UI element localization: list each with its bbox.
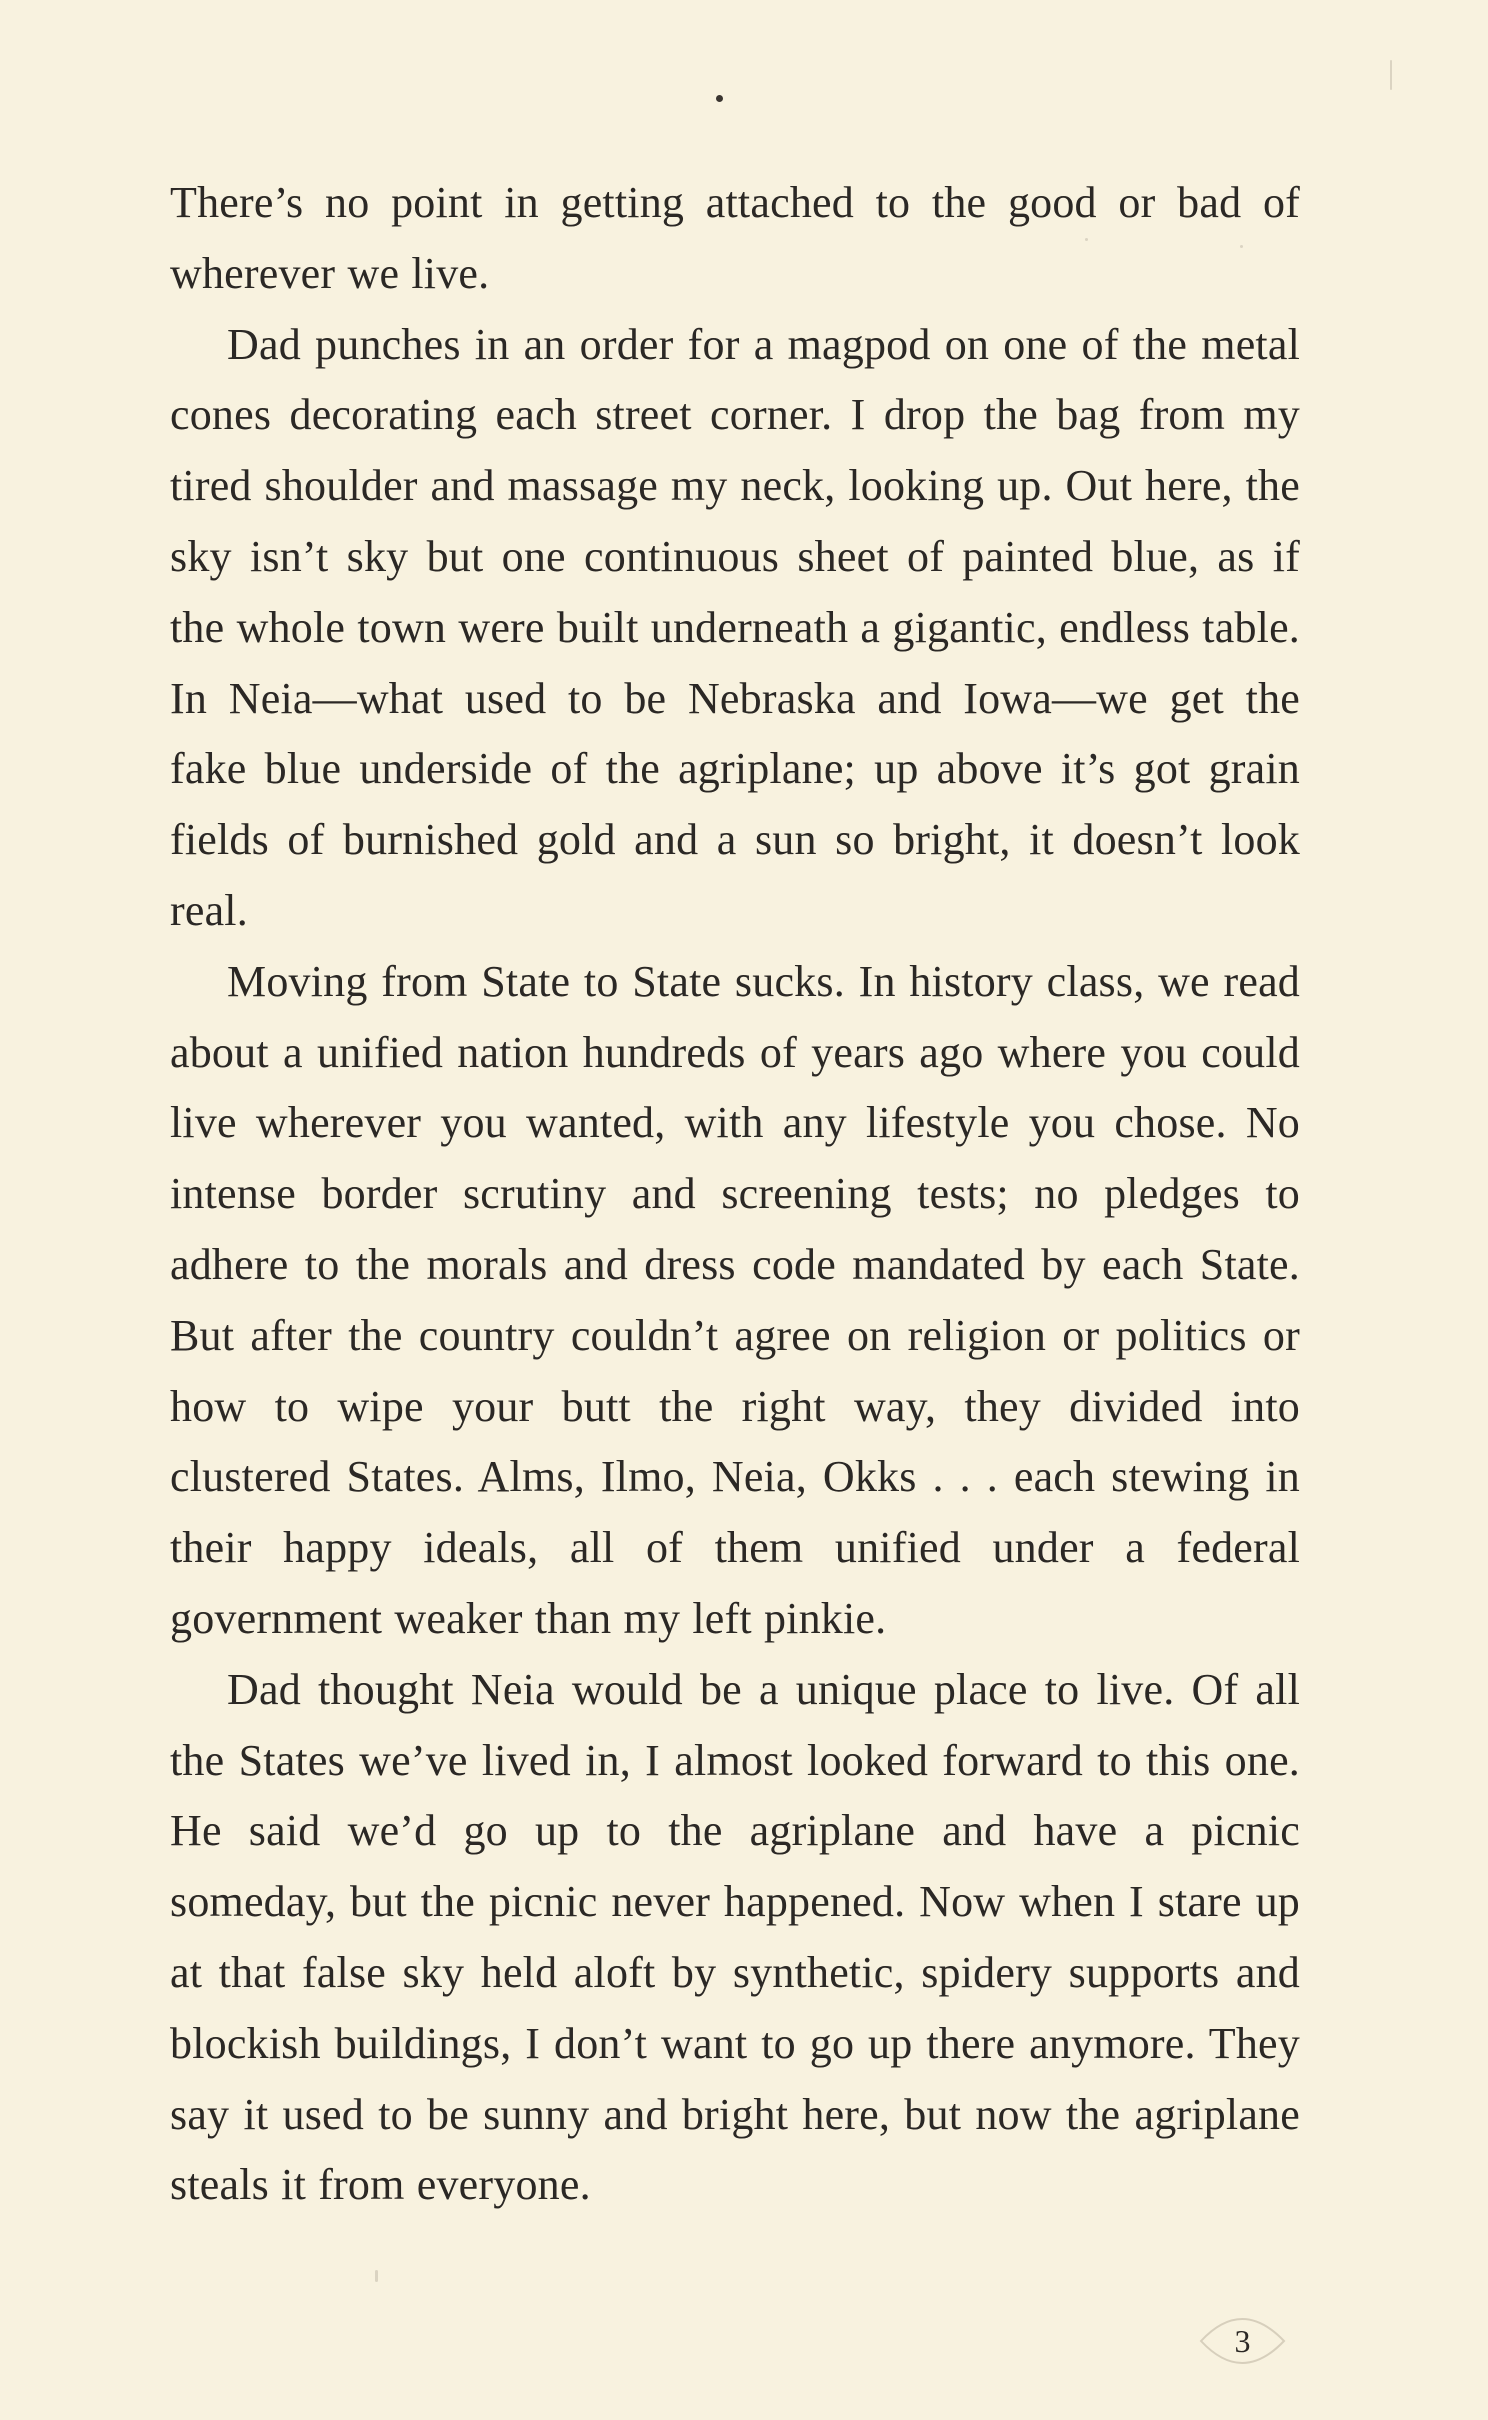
page-number: 3	[1234, 2323, 1251, 2359]
paragraph: Dad punches in an order for a magpod on one of the metal cones decorating each street corner. I drop the bag from my tired shoulder and massage my neck, looking up. Out here, the sky isn’t sky but one continuous sheet of painted blue, as if the whole town were built underneath a gigantic, endless table. In Neia—what used to be Nebraska and Iowa—we get the fake blue underside of the agriplane; up above it’s got grain fields of burnished gold and a sun so bright, it doesn’t look real.	[170, 319, 1300, 935]
paper-speck	[1390, 60, 1392, 90]
top-ornament-dot	[716, 95, 723, 102]
paragraph: There’s no point in getting attached to the good or bad of wherever we live.	[170, 178, 1300, 298]
body-text	[170, 168, 1300, 2221]
paragraph: Dad thought Neia would be a unique place to live. Of all the States we’ve lived in, I almost looked forward to this one. He said we’d go up to the agriplane and have a picnic someday, but the picnic never happened. Now when I stare up at that false sky held aloft by synthetic, spidery supports and blockish buildings, I don’t want to go up there anymore. They say it used to be sunny and bright here, but now the agriplane steals it from everyone.	[170, 1664, 1300, 2210]
paragraph: Moving from State to State sucks. In history class, we read about a unified nation hundreds of years ago where you could live wherever you wanted, with any lifestyle you chose. No intense border scrutiny and screening tests; no pledges to adhere to the morals and dress code mandated by each State. But after the country couldn’t agree on religion or politics or how to wipe your butt the right way, they divided into clustered States. Alms, Ilmo, Neia, Okks . . . each stewing in their happy ideals, all of them unified under a federal government weaker than my left pinkie.	[170, 956, 1300, 1643]
page-number-badge	[1195, 2305, 1290, 2377]
paper-speck	[375, 2270, 378, 2282]
